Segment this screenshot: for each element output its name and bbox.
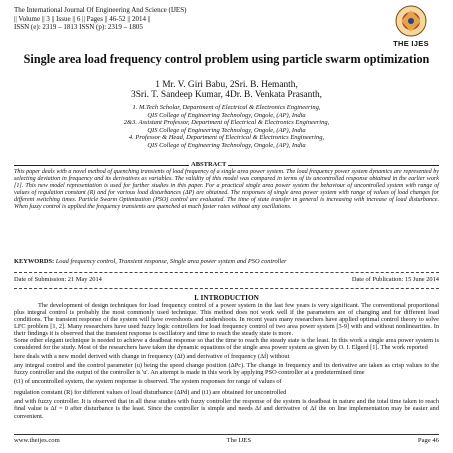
author-list	[20, 80, 433, 101]
page-footer	[14, 434, 439, 444]
paragraph: here deals with a new model derived with change in frequency (Δf) and derivative of frequency (Δḟ) without	[14, 353, 290, 361]
date-row	[14, 276, 439, 284]
abstract-label: ABSTRACT	[191, 161, 227, 168]
journal-logo	[385, 3, 437, 53]
affiliation-line: QIS College of Engineering Technology, Ongole, (AP), India	[147, 111, 306, 119]
paragraph: The development of design techniques for load frequency control of a power system in the last few years is very significant. The conventional proportional plus integral control is probably the most commonly used technique. This method does not work well if the parameters are of changing and for different load conditions. The transient response of the system will have overshoots and undershoots. In recent years many researchers have applied optimal control theory to solve LFC problem [1, 2]. Many researchers have used fuzzy logic controllers for load frequency control of two area power system [3-9] with and without nonlinearities. In their findings it is observed that the transient response is oscillatory and time to reach the steady state is more.	[14, 302, 439, 338]
affiliation-line: QIS College of Engineering Technology, Ongole, (AP), India	[147, 126, 306, 134]
publication-date: Date of Publication: 15 June 2014	[351, 276, 439, 283]
abstract-text: This paper deals with a novel method of quenching transients of load frequency of a single area power system. The load frequency power system dynamics are represented by selecting deviation in frequency and its derivatives as variables. The validity of this model was compared in terms of its uncontrolled response obtained in the earlier work [1]. This new model representation is used for further studies in this paper. For a practical single area power system the behaviour of uncontrolled system with range of values of regulation constant (R) and for various load disturbances (ΔP) are obtained. The responses of single area power system with range of values of load changes for different switching times. Particle Swarm Optimization (PSO) control are evaluated. The time of state transfer in general is increasing with increase of load disturbance. When fuzzy control is applied the frequency transients are quenched at much faster rates without any oscillations.	[14, 169, 439, 211]
abstract-divider	[14, 161, 439, 169]
footer-page-number: Page 46	[417, 437, 439, 444]
paragraph: (t1) of uncontrolled system, the system response is observed. The system responses for range of values of	[14, 378, 282, 386]
paragraph: and with fuzzy controller. It is observed that in all these studies with fuzzy controller the response of the system is deadbeat in nature and the total time taken to reach final value is Δf = 0 after disturbance is the least. Since the controller is simple and needs Δf and derivative of Δf the on line implementation may be easier and convenient.	[14, 398, 439, 420]
paragraph: Some other elegant technique is needed to achieve a deadbeat response so that the time to reach the steady state is the least. In this work a single area power system is considered for the study. Most of the researchers have taken the dynamic equations of the single area power system as given by O. I. Elgerd [1]. The work reported	[14, 337, 439, 352]
divider-bottom	[14, 288, 439, 289]
paper-title: Single area load frequency control problem using particle swarm optimization	[23, 52, 430, 66]
keywords-text: Load frequency control, Transient response, Single area power system and PSO controller	[55, 258, 287, 265]
section-heading: I. INTRODUCTION	[194, 293, 259, 302]
divider-top	[14, 272, 439, 273]
footer-url[interactable]: www.theijes.com	[14, 437, 60, 444]
authors-line-2: 3Sri. T. Sandeep Kumar, 4Dr. B. Venkata Prasanth,	[131, 90, 322, 101]
keywords	[14, 258, 439, 266]
affiliations	[20, 104, 433, 150]
affiliation-line: QIS College of Engineering Technology, Ongole, (AP), India	[147, 141, 306, 149]
journal-volume: || Volume || 3 || Issue || 6 || Pages || 46-52 || 2014 ||	[14, 14, 151, 23]
logo-text: THE IJES	[393, 39, 429, 48]
logo-icon	[385, 3, 437, 39]
affiliation-line: 2&3. Assistant Professor, Department of Electrical & Electronics Engineering,	[123, 119, 330, 127]
journal-issn: ISSN (e): 2319 – 1813 ISSN (p): 2319 – 1805	[14, 23, 143, 32]
submission-date: Date of Submission: 21 May 2014	[14, 276, 102, 283]
affiliation-line: 4. Professor & Head, Department of Electrical & Electronics Engineering,	[128, 134, 325, 142]
authors-line-1: 1 Mr. V. Giri Babu, 2Sri. B. Hemanth,	[155, 80, 298, 90]
paragraph: regulation constant (R) for different values of load disturbance (ΔPd) and (t1) are obtained for uncontrolled	[14, 389, 287, 397]
introduction-body	[14, 302, 439, 420]
journal-name: The International Journal Of Engineering And Science (IJES)	[14, 6, 187, 14]
affiliation-line: 1. M.Tech Scholar, Department of Electrical & Electronics Engineering,	[132, 104, 321, 111]
footer-journal: The IJES	[226, 437, 251, 444]
keywords-label: KEYWORDS:	[14, 258, 55, 265]
paragraph: any integral control and the control parameter (u) being the speed change position (ΔPc). The change in frequency and its derivative are taken as crisp values to the fuzzy controller and the output of the controller is 'u'. An attempt is made in this work by applying PSO controller at a predetermined time	[14, 362, 439, 377]
journal-header	[14, 6, 344, 32]
